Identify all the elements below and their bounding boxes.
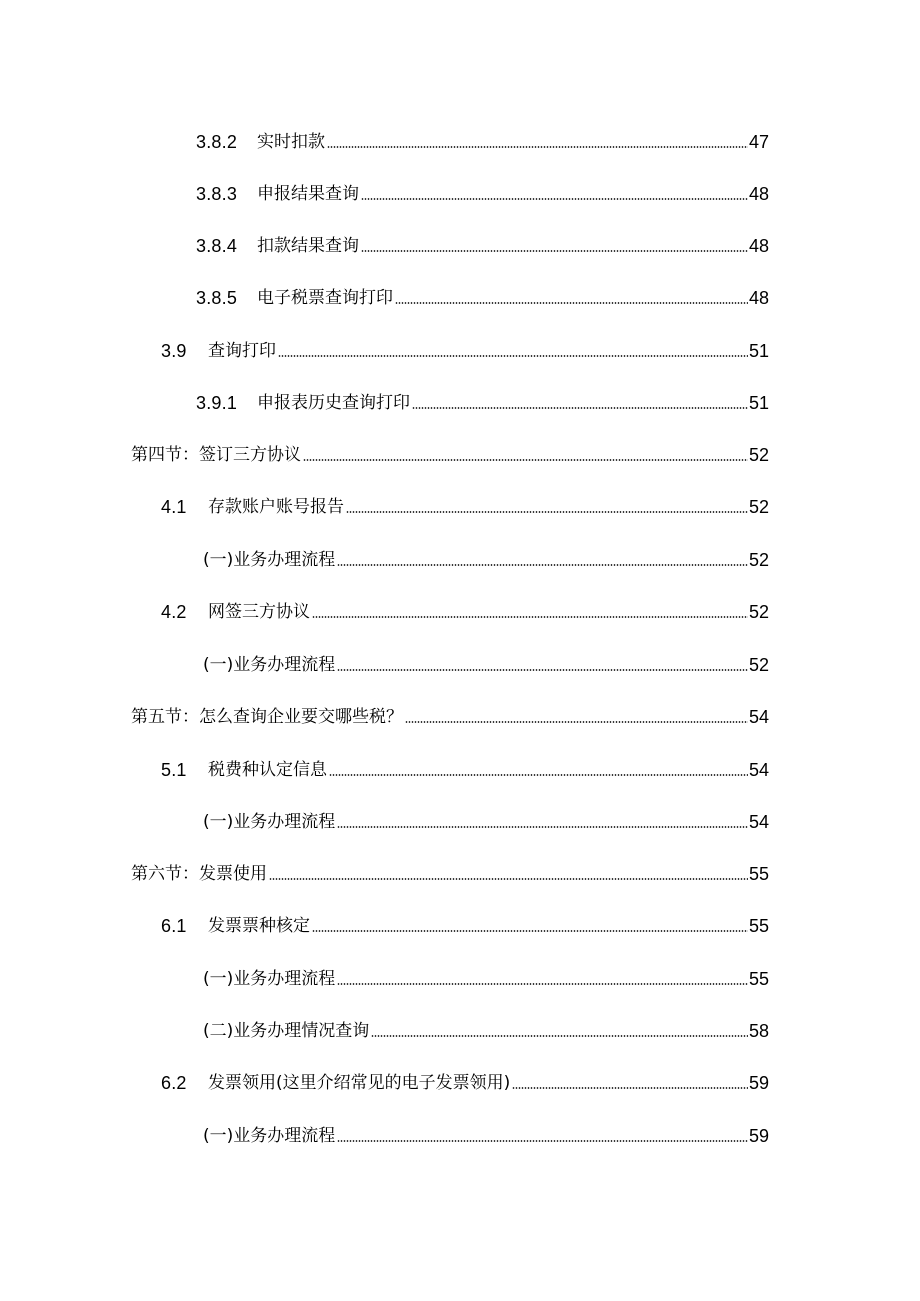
toc-entry-title: 第四节：签订三方协议 — [131, 445, 301, 465]
toc-entry-number: 3.8.5 — [196, 288, 238, 308]
toc-entry-3-8-4[interactable] — [196, 230, 769, 256]
toc-entry-title: 发票票种核定 — [208, 916, 310, 936]
dot-leader — [512, 1087, 748, 1089]
toc-entry-3-8-2[interactable] — [196, 126, 769, 152]
dot-leader — [337, 564, 748, 566]
toc-entry-page: 47 — [748, 132, 769, 152]
toc-entry-3-8-3[interactable] — [196, 178, 769, 204]
toc-entry-page: 51 — [748, 341, 769, 361]
toc-entry-page: 59 — [748, 1126, 769, 1146]
toc-entry-page: 54 — [748, 707, 769, 727]
toc-entry-page: 51 — [748, 393, 769, 413]
dot-leader — [371, 1035, 748, 1037]
toc-entry-page: 52 — [748, 602, 769, 622]
toc-entry-number: 3.9 — [161, 341, 187, 361]
dot-leader — [278, 355, 748, 357]
toc-entry-title: (一)业务办理流程 — [203, 550, 336, 570]
toc-entry-page: 48 — [748, 288, 769, 308]
toc-entry-title: (一)业务办理流程 — [203, 1126, 336, 1146]
toc-entry-title: 查询打印 — [208, 341, 276, 361]
dot-leader — [312, 930, 748, 932]
dot-leader — [337, 983, 748, 985]
toc-entry-3-9-1[interactable] — [196, 387, 769, 413]
toc-entry-number: 6.1 — [161, 916, 187, 936]
dot-leader — [312, 616, 748, 618]
toc-entry-title: 申报表历史查询打印 — [257, 393, 410, 413]
toc-entry-6-2[interactable] — [161, 1067, 769, 1093]
toc-entry-title: 第六节：发票使用 — [131, 864, 267, 884]
toc-entry-6-1-query[interactable] — [203, 1015, 769, 1041]
toc-entry-5-1-process[interactable] — [203, 806, 769, 832]
toc-entry-number: 4.1 — [161, 497, 187, 517]
toc-entry-page: 48 — [748, 236, 769, 256]
toc-entry-title: 税费种认定信息 — [208, 760, 327, 780]
toc-entry-number: 3.9.1 — [196, 393, 238, 413]
toc-entry-number: 3.8.2 — [196, 132, 238, 152]
dot-leader — [337, 826, 748, 828]
toc-entry-6-1-process[interactable] — [203, 963, 769, 989]
toc-entry-number: 4.2 — [161, 602, 187, 622]
toc-entry-number: 6.2 — [161, 1073, 187, 1093]
toc-entry-title: (一)业务办理流程 — [203, 812, 336, 832]
dot-leader — [269, 878, 748, 880]
toc-entry-number: 3.8.3 — [196, 184, 238, 204]
toc-entry-number: 5.1 — [161, 760, 187, 780]
toc-entry-title: (一)业务办理流程 — [203, 655, 336, 675]
toc-entry-6-1[interactable] — [161, 910, 769, 936]
toc-entry-page: 54 — [748, 760, 769, 780]
toc-entry-page: 59 — [748, 1073, 769, 1093]
toc-entry-4-2-process[interactable] — [203, 649, 769, 675]
toc-entry-page: 52 — [748, 655, 769, 675]
toc-entry-title: 实时扣款 — [257, 132, 325, 152]
dot-leader — [412, 407, 748, 409]
dot-leader — [395, 302, 748, 304]
dot-leader — [346, 511, 748, 513]
toc-entry-title: (一)业务办理流程 — [203, 969, 336, 989]
toc-entry-3-8-5[interactable] — [196, 282, 769, 308]
toc-entry-title: 存款账户账号报告 — [208, 497, 344, 517]
toc-entry-section-6[interactable] — [131, 858, 769, 884]
toc-entry-page: 58 — [748, 1021, 769, 1041]
toc-entry-number: 3.8.4 — [196, 236, 238, 256]
toc-entry-4-1-process[interactable] — [203, 544, 769, 570]
toc-entry-page: 52 — [748, 445, 769, 465]
toc-entry-4-2[interactable] — [161, 596, 769, 622]
dot-leader — [327, 146, 748, 148]
dot-leader — [361, 198, 748, 200]
toc-entry-title: 网签三方协议 — [208, 602, 310, 622]
toc-entry-section-5[interactable] — [131, 701, 769, 727]
toc-entry-4-1[interactable] — [161, 491, 769, 517]
dot-leader — [337, 1140, 748, 1142]
toc-entry-page: 52 — [748, 497, 769, 517]
toc-entry-page: 54 — [748, 812, 769, 832]
toc-entry-6-2-process[interactable] — [203, 1120, 769, 1146]
toc-entry-page: 55 — [748, 916, 769, 936]
toc-entry-title: 第五节：怎么查询企业要交哪些税？ — [131, 707, 403, 727]
toc-entry-5-1[interactable] — [161, 754, 769, 780]
dot-leader — [405, 721, 748, 723]
toc-entry-section-4[interactable] — [131, 439, 769, 465]
toc-entry-title: 电子税票查询打印 — [257, 288, 393, 308]
toc-entry-page: 52 — [748, 550, 769, 570]
toc-entry-title: 发票领用(这里介绍常见的电子发票领用) — [208, 1073, 511, 1093]
toc-entry-title: 扣款结果查询 — [257, 236, 359, 256]
dot-leader — [303, 459, 748, 461]
toc-entry-title: 申报结果查询 — [257, 184, 359, 204]
toc-entry-page: 55 — [748, 864, 769, 884]
dot-leader — [329, 774, 748, 776]
toc-entry-3-9[interactable] — [161, 335, 769, 361]
toc-entry-title: (二)业务办理情况查询 — [203, 1021, 370, 1041]
dot-leader — [361, 250, 748, 252]
dot-leader — [337, 669, 748, 671]
toc-entry-page: 55 — [748, 969, 769, 989]
toc-entry-page: 48 — [748, 184, 769, 204]
